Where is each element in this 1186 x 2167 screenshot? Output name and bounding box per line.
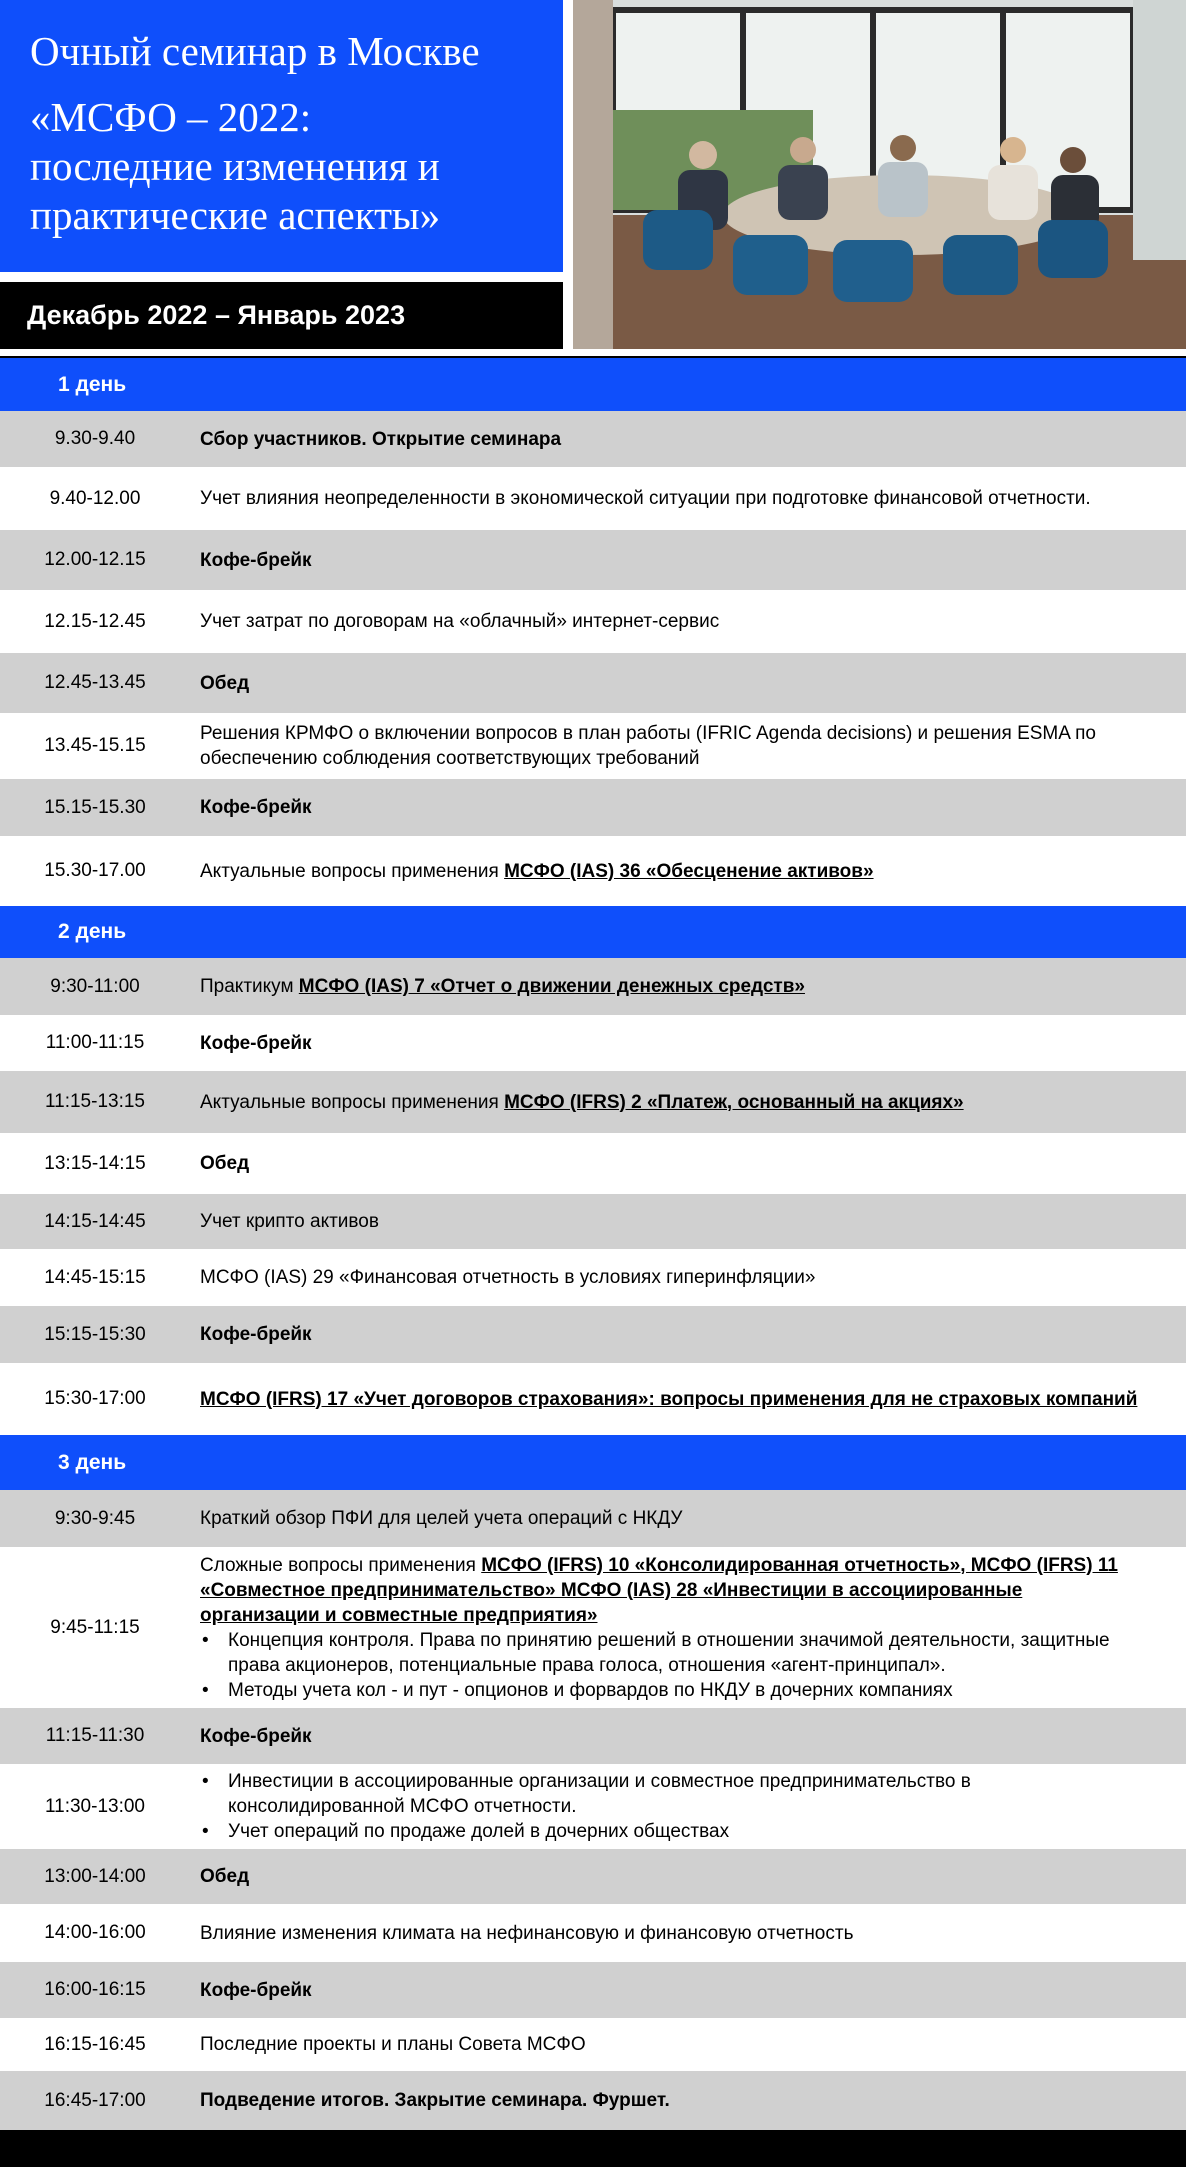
time-cell: 15.30-17.00	[44, 860, 146, 881]
session-description	[190, 721, 1186, 771]
session-description	[190, 1090, 1186, 1115]
schedule-row	[0, 2071, 1186, 2130]
schedule-row	[0, 411, 1186, 467]
time-cell: 13.45-15.15	[44, 735, 146, 756]
time-cell: 11:00-11:15	[45, 1032, 145, 1053]
session-text: Учет крипто активов	[200, 1211, 379, 1232]
schedule-row	[0, 1363, 1186, 1435]
schedule-row	[0, 467, 1186, 530]
session-text: Обед	[200, 1153, 250, 1174]
day-header	[0, 906, 1186, 958]
session-description	[190, 671, 1186, 696]
standard-link[interactable]: МСФО (IFRS) 2 «Платеж, основанный на акциях»	[504, 1091, 964, 1113]
session-description	[190, 1506, 1186, 1531]
time-cell: 12.45-13.45	[44, 672, 146, 693]
time-cell: 11:30-13:00	[44, 1795, 145, 1817]
schedule-row	[0, 1547, 1186, 1708]
session-description	[190, 1151, 1186, 1176]
session-description	[190, 1769, 1186, 1844]
session-text: Обед	[200, 1866, 250, 1887]
session-text: Учет влияния неопределенности в экономической ситуации при подготовке финансовой отчетности.	[200, 488, 1091, 509]
session-description	[190, 609, 1186, 634]
session-description	[190, 1265, 1186, 1290]
schedule-row	[0, 1194, 1186, 1249]
schedule-row	[0, 1490, 1186, 1547]
day-label: 3 день	[58, 1450, 127, 1474]
schedule-row	[0, 1071, 1186, 1133]
session-description	[190, 1724, 1186, 1749]
session-description	[190, 1031, 1186, 1056]
session-text: Влияние изменения климата на нефинансовую и финансовую отчетность	[200, 1922, 854, 1944]
session-text: Решения КРМФО о включении вопросов в план работы (IFRIC Agenda decisions) и решения ESMA по обеспечению соблюдения соответствующих требований	[200, 723, 1096, 769]
schedule-row	[0, 1015, 1186, 1071]
session-description	[190, 1322, 1186, 1347]
session-description	[190, 427, 1186, 452]
bullet-item: • Методы учета кол - и пут - опционов и форвардов по НКДУ в дочерних компаниях	[200, 1678, 1138, 1703]
schedule-row	[0, 1306, 1186, 1363]
schedule-row	[0, 2018, 1186, 2071]
time-cell: 9.40-12.00	[49, 487, 141, 509]
schedule-row	[0, 653, 1186, 713]
title-line: «МСФО – 2022:	[30, 94, 312, 140]
standard-link[interactable]: МСФО (IAS) 7 «Отчет о движении денежных средств»	[298, 976, 805, 997]
time-cell: 12.15-12.45	[44, 610, 146, 632]
bullet-list	[200, 1769, 1138, 1844]
schedule-row	[0, 1764, 1186, 1849]
schedule-row	[0, 713, 1186, 779]
session-description	[190, 1553, 1186, 1703]
schedule-row	[0, 958, 1186, 1015]
session-description	[190, 486, 1186, 511]
session-text: Последние проекты и планы Совета МСФО	[200, 2034, 586, 2055]
footer-bar	[0, 2130, 1186, 2167]
standard-link[interactable]: МСФО (IFRS) 10 «Консолидированная отчетность», МСФО (IFRS) 11 «Совместное предпринимательство» МСФО (IAS) 28 «Инвестиции в ассоциированные организации и совместные предприятия»	[200, 1554, 1118, 1626]
bullet-item: • Инвестиции в ассоциированные организации и совместное предпринимательство в консолидированной МСФО отчетности.	[200, 1769, 1138, 1819]
session-description	[190, 1921, 1186, 1946]
standard-link[interactable]: МСФО (IFRS) 17 «Учет договоров страхования»: вопросы применения для не страховых компаний	[200, 1388, 1138, 1410]
session-text: Краткий обзор ПФИ для целей учета операций с НКДУ	[200, 1508, 683, 1529]
schedule-row	[0, 836, 1186, 906]
schedule-row	[0, 1708, 1186, 1764]
time-cell: 9:30-9:45	[54, 1507, 136, 1529]
day-header	[0, 1435, 1186, 1490]
time-cell: 16:15-16:45	[44, 2033, 146, 2055]
session-text: Подведение итогов. Закрытие семинара. Фуршет.	[200, 2090, 670, 2111]
title-line: практические аспекты»	[30, 192, 441, 238]
session-description	[190, 859, 1186, 884]
day-header	[0, 358, 1186, 411]
session-description	[190, 1387, 1186, 1412]
schedule-row	[0, 1133, 1186, 1194]
session-text: МСФО (IAS) 29 «Финансовая отчетность в условиях гиперинфляции»	[200, 1267, 816, 1288]
session-description	[190, 795, 1186, 820]
schedule-row	[0, 590, 1186, 653]
schedule-row	[0, 1249, 1186, 1306]
session-text: Обед	[200, 672, 250, 694]
day-label: 1 день	[58, 372, 127, 396]
session-text: Сложные вопросы применения	[200, 1554, 482, 1576]
session-text: Актуальные вопросы применения	[200, 1091, 505, 1113]
time-cell: 15.15-15.30	[44, 796, 146, 818]
bullet-item: • Учет операций по продаже долей в дочерних обществах	[200, 1819, 1138, 1844]
session-text: Кофе-брейк	[200, 1032, 312, 1054]
time-cell: 11:15-13:15	[44, 1091, 145, 1112]
session-description	[190, 974, 1186, 999]
standard-link[interactable]: МСФО (IAS) 36 «Обесценение активов»	[504, 860, 874, 882]
session-description	[190, 2088, 1186, 2113]
session-description	[190, 2032, 1186, 2057]
time-cell: 9.30-9.40	[54, 428, 136, 449]
schedule-row	[0, 1849, 1186, 1904]
session-text: Кофе-брейк	[200, 797, 312, 818]
time-cell: 13:15-14:15	[44, 1152, 146, 1174]
schedule-row	[0, 779, 1186, 836]
session-text: Сбор участников. Открытие семинара	[200, 428, 562, 450]
session-description	[190, 1864, 1186, 1889]
session-text: Практикум	[200, 976, 299, 997]
time-cell: 9:30-11:00	[50, 975, 140, 997]
time-cell: 14:00-16:00	[44, 1922, 146, 1943]
header	[0, 0, 1186, 356]
session-description	[190, 548, 1186, 573]
meeting-photo	[573, 0, 1186, 349]
time-cell: 9:45-11:15	[50, 1616, 140, 1638]
bullet-item: • Концепция контроля. Права по принятию решений в отношении значимой деятельности, защитные права акционеров, потенциальные права голоса, отношения «агент-принципал».	[200, 1628, 1138, 1678]
schedule-row	[0, 1904, 1186, 1962]
seminar-title-box	[0, 0, 563, 272]
title-line: Очный семинар в Москве	[30, 28, 480, 74]
session-text: Кофе-брейк	[200, 1725, 312, 1747]
title-line: последние изменения и	[30, 143, 440, 189]
time-cell: 15:30-17:00	[44, 1388, 146, 1409]
time-cell: 14:15-14:45	[44, 1210, 146, 1232]
session-text: Кофе-брейк	[200, 549, 312, 571]
day-label: 2 день	[58, 920, 127, 943]
time-cell: 12.00-12.15	[44, 549, 146, 570]
time-cell: 15:15-15:30	[44, 1323, 146, 1345]
seminar-dates: Декабрь 2022 – Январь 2023	[0, 282, 563, 349]
schedule-row	[0, 1962, 1186, 2018]
session-text: Учет затрат по договорам на «облачный» интернет-сервис	[200, 611, 720, 632]
time-cell: 16:00-16:15	[44, 1979, 146, 2000]
session-text: Кофе-брейк	[200, 1979, 312, 2001]
session-description	[190, 1209, 1186, 1234]
session-text: Кофе-брейк	[200, 1324, 312, 1345]
schedule-row	[0, 530, 1186, 590]
time-cell: 13:00-14:00	[44, 1865, 146, 1887]
bullet-list	[200, 1628, 1138, 1703]
time-cell: 11:15-11:30	[45, 1725, 145, 1746]
time-cell: 16:45-17:00	[44, 2089, 146, 2111]
time-cell: 14:45-15:15	[44, 1266, 146, 1288]
session-description	[190, 1978, 1186, 2003]
session-text: Актуальные вопросы применения	[200, 860, 505, 882]
